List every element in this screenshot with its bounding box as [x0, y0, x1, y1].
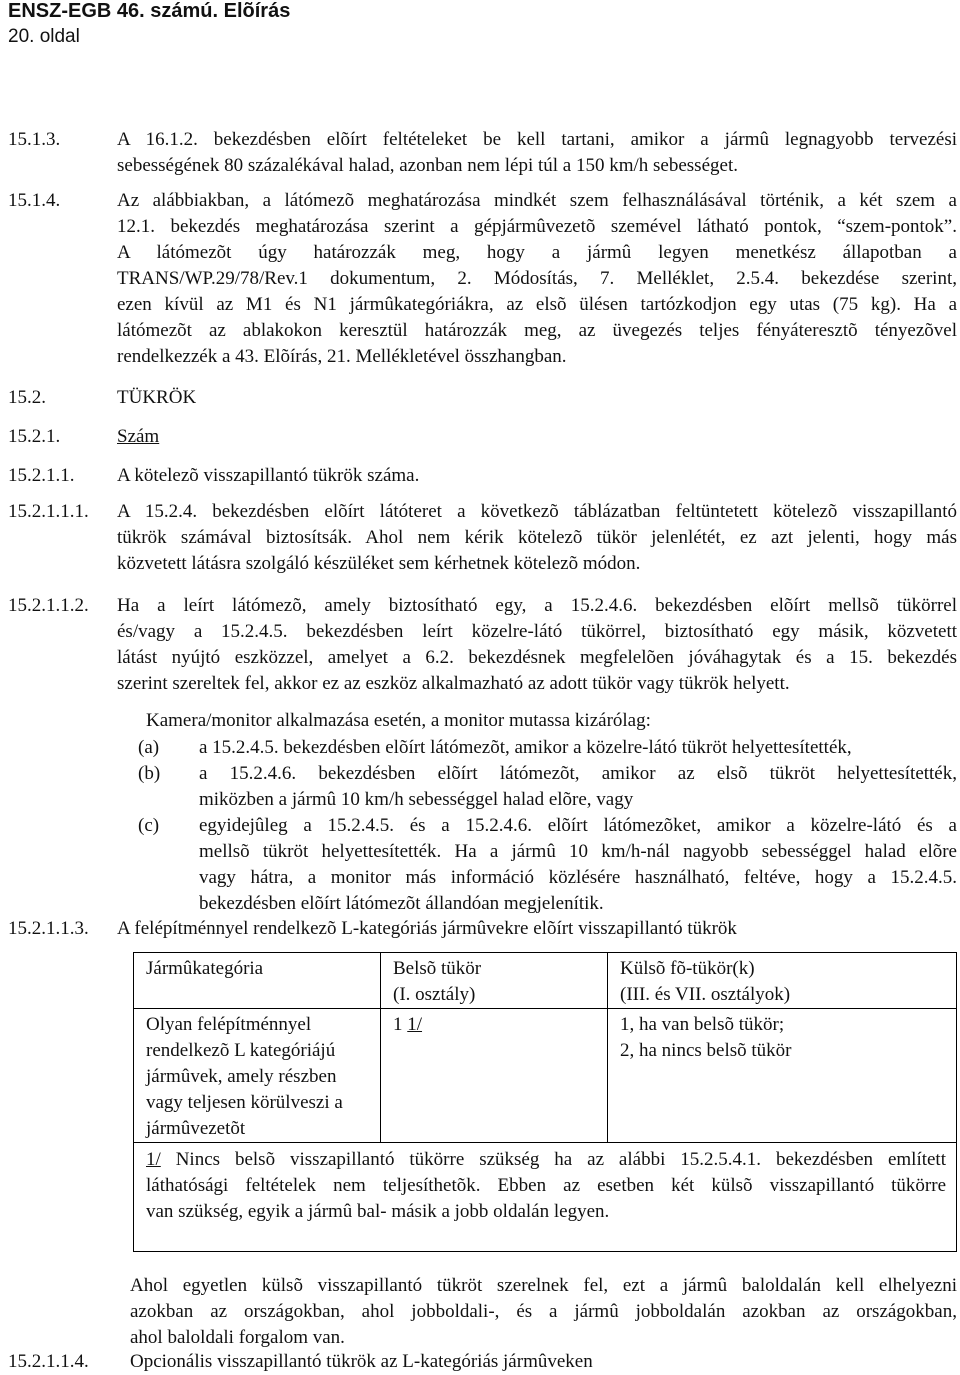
paragraph-15-2-1-1-4: Opcionális visszapillantó tükrök az L-kategóriás jármûveken	[130, 1351, 593, 1372]
table-cell	[134, 1009, 381, 1143]
text-line: sebességének 80 százalékával halad, azonban nem lépi túl a 150 km/h sebességet.	[117, 155, 738, 176]
text-line: és/vagy a 15.2.4.5. bekezdésben leírt közelre-látó tükörrel, biztosítható egy másik, közvetett	[117, 621, 957, 642]
text-line: egyidejûleg a 15.2.4.5. és a 15.2.4.6. elõírt látómezõket, amikor a közelre-látó és a	[199, 815, 957, 836]
text-line: A 15.2.4. bekezdésben elõírt látóteret a következõ táblázatban feltüntetett kötelezõ visszapillantó	[117, 501, 957, 522]
section-number: 15.2.1.1.2.	[8, 595, 89, 616]
header-vehicle-category: Jármûkategória	[146, 958, 264, 979]
paragraph-15-2-1-1-3: A felépítménnyel rendelkezõ L-kategóriás jármûvekre elõírt visszapillantó tükrök	[117, 918, 737, 939]
list-item-a	[199, 735, 957, 761]
text-line: bekezdésben elõírt látómezõt állandóan megjelenítik.	[199, 893, 604, 914]
text-line: Az alábbiakban, a látómezõ meghatározása mindkét szem felhasználásával történik, a két szem a	[117, 190, 957, 211]
text-line: közvetett látásra szolgáló készüléket sem kérhetnek kötelezõ módon.	[117, 553, 641, 574]
text-line	[146, 1147, 946, 1173]
interior-mirror-count: 1	[393, 1014, 408, 1035]
paragraph-15-2-1-1-2	[117, 593, 957, 697]
text-line: 2, ha nincs belsõ tükör	[620, 1040, 792, 1061]
list-label: (a)	[138, 737, 160, 758]
section-number: 15.2.1.	[8, 426, 61, 447]
table-header-cell	[608, 953, 957, 1009]
list-label: (b)	[138, 763, 161, 784]
section-number: 15.1.3.	[8, 129, 61, 150]
text-line: jármûvek, amely részben	[146, 1066, 337, 1087]
text-line: Olyan felépítménnyel	[146, 1014, 312, 1035]
text-line: rendelkezzék a 43. Elõírás, 21. Mellékletével összhangban.	[117, 346, 567, 367]
text-line: láthatósági feltételek nem teljesíthetõk. Ebben az esetben két külsõ visszapillantó tükörre	[146, 1175, 946, 1196]
section-number: 15.2.1.1.	[8, 465, 75, 486]
table-row	[134, 1009, 957, 1143]
text-line: látást nyújtó eszközzel, amelyet a 6.2. bekezdésnek megfelelõen jóváhagytak és a 15. bekezdés	[117, 647, 957, 668]
list-item-b	[199, 761, 957, 813]
text-line: jármûvezetõt	[146, 1118, 246, 1139]
text-line: a 15.2.4.6. bekezdésben elõírt látómezõt, amikor az elsõ tükröt helyettesítették,	[199, 763, 957, 784]
text-line: tükrök számával biztosítsák. Ahol nem kérik kötelezõ tükör jelenlétét, ez azt jelenti, hogy más	[117, 527, 957, 548]
text-line: Ahol egyetlen külsõ visszapillantó tükröt szerelnek fel, ezt a jármû baloldalán kell elhelyezni	[130, 1275, 957, 1296]
text-line: A látómezõt úgy határozzák meg, hogy a jármû legyen menetkész állapotban a	[117, 242, 957, 263]
section-number: 15.1.4.	[8, 190, 61, 211]
text-line: 12.1. bekezdés meghatározása szerint a gépjármûvezetõ szemével látható pontok, “szem-pontok”.	[117, 216, 957, 237]
section-number: 15.2.1.1.3.	[8, 918, 89, 939]
text-line: szerint szereltek fel, akkor ez az eszköz alkalmazható az adott tükör vagy tükrök helyett.	[117, 673, 790, 694]
text-line: TRANS/WP.29/78/Rev.1 dokumentum, 2. Módosítás, 7. Melléklet, 2.5.4. bekezdése szerint,	[117, 268, 957, 289]
text-line: mellsõ tükröt helyettesítették. Ha a jármû 10 km/h-nál nagyobb sebességgel halad elõre	[199, 841, 957, 862]
table-header-row	[134, 953, 957, 1009]
footnote-text: Nincs belsõ visszapillantó tükörre szükség ha az alábbi 15.2.5.4.1. bekezdésben említett	[160, 1149, 946, 1170]
text-line: miközben a jármû 10 km/h sebességgel halad elõre, vagy	[199, 789, 634, 810]
text-line: azokban az országokban, ahol jobboldali-, és a jármû jobboldalán azokban az országokban,	[130, 1301, 957, 1322]
header-interior-mirror: Belsõ tükör	[393, 958, 482, 979]
text-line: a 15.2.4.5. bekezdésben elõírt látómezõt, amikor a közelre-látó tükröt helyettesítették,	[199, 737, 852, 758]
table-footnote-row	[134, 1143, 957, 1252]
camera-intro: Kamera/monitor alkalmazása esetén, a monitor mutassa kizárólag:	[146, 710, 651, 731]
text-line: ahol baloldali forgalom van.	[130, 1327, 345, 1348]
table-header-cell	[134, 953, 381, 1009]
text-line: A 16.1.2. bekezdésben elõírt feltételeket be kell tartani, amikor a jármû legnagyobb tervezési	[117, 129, 957, 150]
section-number: 15.2.1.1.4.	[8, 1351, 89, 1372]
header-exterior-class: (III. és VII. osztályok)	[620, 984, 791, 1005]
paragraph-15-2-1-1-1	[117, 499, 957, 577]
closing-paragraph	[130, 1273, 957, 1351]
table-cell	[608, 1009, 957, 1143]
text-line: látómezõt az ablakokon keresztül határozzák meg, az üvegezés teljes fényáteresztõ tényezõvel	[117, 320, 957, 341]
text-line: rendelkezõ L kategóriájú	[146, 1040, 336, 1061]
paragraph-15-1-4	[117, 188, 957, 370]
footnote-marker: 1/	[146, 1149, 161, 1170]
header-exterior-mirror: Külsõ fõ-tükör(k)	[620, 958, 755, 979]
paragraph-15-1-3	[117, 127, 957, 179]
table-cell	[381, 1009, 608, 1143]
mirror-requirements-table	[133, 952, 957, 1252]
section-number: 15.2.	[8, 387, 46, 408]
text-line: van szükség, egyik a jármû bal- másik a jobb oldalán legyen.	[146, 1201, 610, 1222]
text-line: 1, ha van belsõ tükör;	[620, 1014, 785, 1035]
section-number: 15.2.1.1.1.	[8, 501, 89, 522]
subsection-heading: Szám	[117, 426, 160, 447]
text-line: ezen kívül az M1 és N1 jármûkategóriákra, az elsõ ülésen tartózkodjon egy utas (75 kg). Ha a	[117, 294, 957, 315]
text-line: Ha a leírt látómezõ, amely biztosítható egy, a 15.2.4.6. bekezdésben elõírt mellsõ tükörrel	[117, 595, 957, 616]
text-line: vagy hátra, a monitor más információ közlésére használható, feltéve, hogy a 15.2.4.5.	[199, 867, 957, 888]
table-footnote	[134, 1143, 957, 1252]
paragraph-15-2-1-1: A kötelezõ visszapillantó tükrök száma.	[117, 465, 420, 486]
header-interior-class: (I. osztály)	[393, 984, 476, 1005]
footnote-reference: 1/	[407, 1014, 423, 1035]
section-heading: TÜKRÖK	[117, 387, 197, 408]
text-line: vagy teljesen körülveszi a	[146, 1092, 343, 1113]
list-label: (c)	[138, 815, 160, 836]
document-title: ENSZ-EGB 46. számú. Elõírás	[8, 0, 291, 22]
list-item-c	[199, 813, 957, 917]
table-header-cell	[381, 953, 608, 1009]
page-number: 20. oldal	[8, 26, 80, 47]
